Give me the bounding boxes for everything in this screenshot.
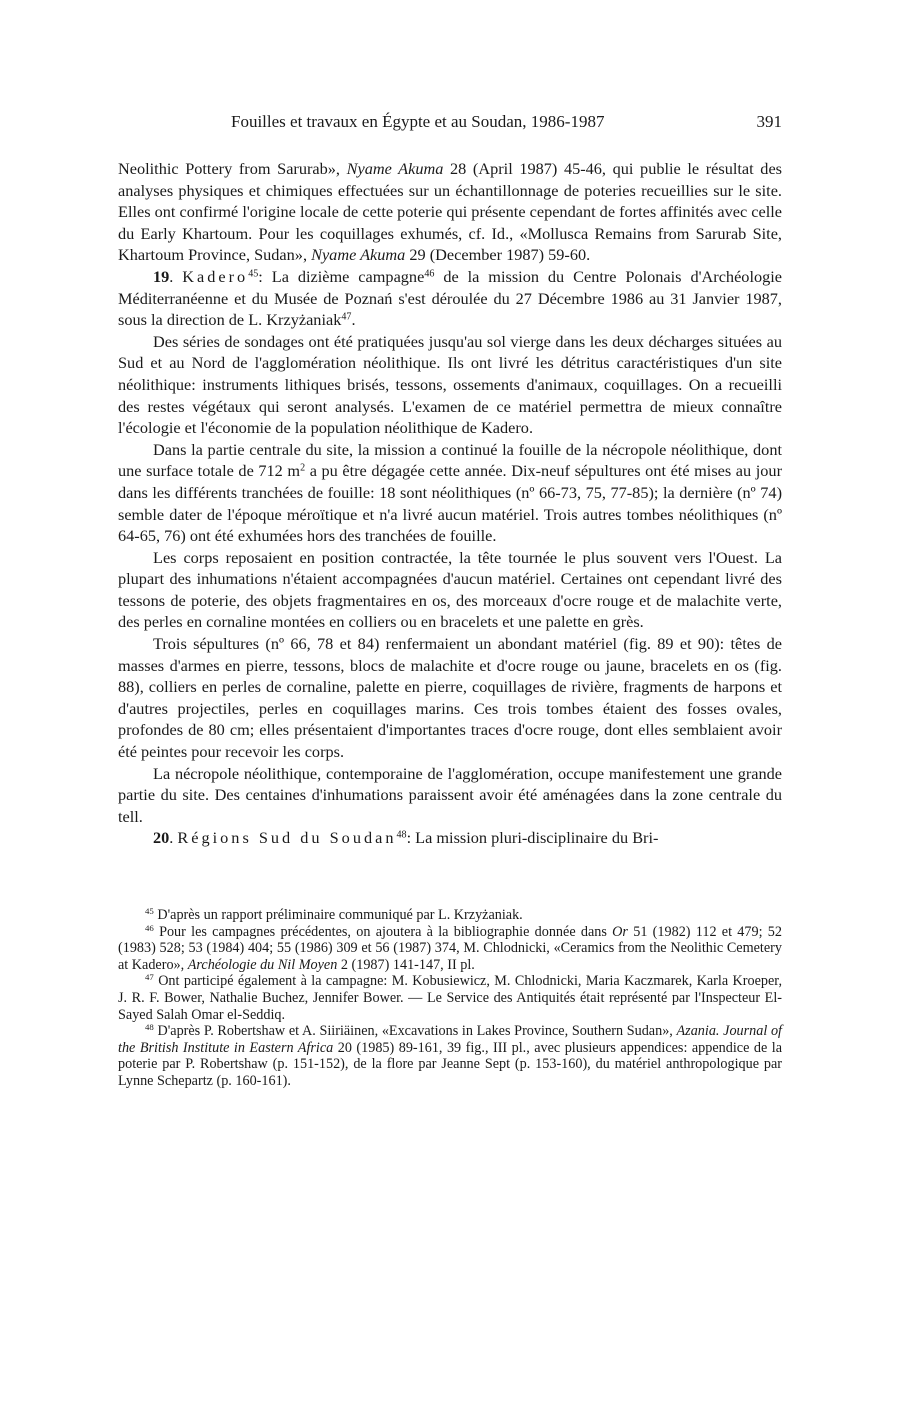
body-text — [118, 158, 782, 849]
footnote-number: 48 — [145, 1022, 154, 1033]
running-header — [118, 112, 782, 138]
footnote-text: D'après un rapport préliminaire communiqué par L. Krzyżaniak. — [153, 907, 523, 923]
footnote-text: 20 (1985) 89-161, 39 fig., III pl., avec plusieurs appendices: appendice de la poterie par P. Robertshaw (p. 151-152), de la flore par Jeanne Sept (p. 153-160), du matériel anthropologique par Lynne Schepartz (p. 160-161). — [118, 1039, 782, 1089]
paragraph: Les corps reposaient en position contractée, la tête tournée le plus souvent vers l'Ouest. La plupart des inhumations n'étaient accompagnées d'aucun matériel. Certaines ont cependant livré des tessons de poterie, des objets fragmentaires en os, des morceaux d'ocre rouge et de malachite verte, des perles en cornaline montées en colliers ou en bracelets et une palette en grès. — [118, 547, 782, 632]
footnote-ref: 45 — [248, 268, 259, 280]
footnote-text: 51 (1982) 112 et 479; 52 (1983) 528; 53 (1984) 404; 55 (1986) 309 et 56 (1987) 374, M. Chlodnicki, «Ceramics from the Neolithic Cemetery at Kadero», — [118, 923, 782, 973]
running-title: Fouilles et travaux en Égypte et au Soudan, 1986-1987 — [231, 112, 605, 131]
footnote-45 — [118, 907, 782, 924]
paragraph-continuation — [118, 158, 782, 266]
text: Dans la partie centrale du site, la mission a continué la fouille de la nécropole néolithique, dont une surface totale de 712 m — [118, 439, 782, 481]
text: : La mission pluri-disciplinaire du Bri- — [406, 828, 659, 848]
footnote-text: Ont participé également à la campagne: M. Kobusiewicz, M. Chlodnicki, Maria Kaczmarek, Karla Kroeper, J. R. F. Bower, Nathalie Buchez, Jennifer Bower. — Le Service des Antiquités était représenté par l'Inspecteur El-Sayed Salah Omar el-Seddiq. — [118, 973, 782, 1023]
footnote-ref: 46 — [424, 268, 435, 280]
superscript: 2 — [300, 462, 306, 474]
footnote-text: Pour les campagnes précédentes, on ajoutera à la bibliographie donnée dans — [153, 923, 613, 940]
footnote-47 — [118, 973, 782, 1023]
section-number: 20 — [153, 828, 170, 848]
text: a pu être dégagée cette année. Dix-neuf sépultures ont été mises au jour dans les différents tranchées de fouille: 18 sont néolithiques (nº 66-73, 75, 77-85); la dernière (nº 74) semble dater de l'époque méroïtique et n'a livré aucun matériel. Trois autres tombes néolithiques (nº 64-65, 76) ont été exhumées hors des tranchées de fouille. — [118, 461, 782, 546]
text: Neolithic Pottery from Sarurab», — [118, 159, 347, 178]
journal-title: Azania. Journal of the British Institute in Eastern Africa — [118, 1023, 782, 1056]
section-number: 19 — [153, 266, 170, 286]
footnote-ref: 47 — [341, 311, 352, 323]
section-heading: Régions Sud du Soudan — [177, 828, 397, 848]
footnote-ref: 48 — [396, 829, 407, 841]
footnote-text: 2 (1987) 141-147, II pl. — [337, 956, 475, 973]
journal-title: Nyame Akuma — [346, 159, 444, 178]
text: . — [351, 310, 356, 330]
text: : La dizième campagne — [258, 266, 425, 286]
text: 29 (December 1987) 59-60. — [405, 245, 591, 265]
text: . — [169, 266, 183, 286]
paragraph: Trois sépultures (nº 66, 78 et 84) renfermaient un abondant matériel (fig. 89 et 90): têtes de masses d'armes en pierre, tessons, blocs de malachite et d'ocre rouge ou jaune, bracelets en os (fig. 88), colliers en perles de cornaline, palette en pierre, coquillages de rivière, fragments de harpons et d'autres projectiles, perles en coquillages marins. Ces trois tombes étaient des fosses ovales, profondes de 80 cm; elles présentaient d'importantes traces d'ocre rouge, dont elles semblaient avoir été peintes pour recevoir les corps. — [118, 634, 782, 762]
footnote-number: 45 — [145, 906, 154, 917]
footnote-number: 47 — [145, 972, 154, 983]
page — [118, 112, 782, 1090]
paragraph — [118, 439, 782, 547]
paragraph: Des séries de sondages ont été pratiquées jusqu'au sol vierge dans les deux décharges situées au Sud et au Nord de l'agglomération néolithique. Ils ont livré les détritus caractéristiques d'un site néolithique: instruments lithiques brisés, tessons, ossements d'animaux, coquillages. On a recueilli des restes végétaux qui seront analysés. L'examen de ce matériel permettra de mieux connaître l'écologie et l'économie de la population néolithique de Kadero. — [118, 331, 782, 438]
text: . — [169, 828, 178, 848]
section-20-paragraph — [118, 827, 782, 849]
footnote-number: 46 — [145, 922, 154, 933]
footnotes — [118, 907, 782, 1090]
footnote-text: D'après P. Robertshaw et A. Siiriäinen, «Excavations in Lakes Province, Southern Sudan», — [153, 1023, 677, 1040]
section-heading: Kadero — [182, 266, 249, 286]
section-19-paragraph — [118, 266, 782, 331]
text: de la mission du Centre Polonais d'Archéologie Méditerranéenne et du Musée de Poznań s'est déroulée du 27 Décembre 1986 au 31 Janvier 1987, sous la direction de L. Krzyżaniak — [118, 266, 782, 330]
paragraph: La nécropole néolithique, contemporaine de l'agglomération, occupe manifestement une grande partie du site. Des centaines d'inhumations paraissent avoir été aménagées dans la zone centrale du tell. — [118, 763, 782, 826]
journal-title: Or — [612, 923, 628, 940]
journal-title: Archéologie du Nil Moyen — [187, 956, 338, 973]
journal-title: Nyame Akuma — [311, 245, 406, 265]
text: 28 (April 1987) 45-46, qui publie le résultat des analyses physiques et chimiques effectuées sur un échantillonnage de poteries recueillies sur le site. Elles ont confirmé l'origine locale de cette poterie qui présente cependant de fortes affinités avec celle du Early Khartoum. Pour les coquillages exhumés, cf. Id., «Mollusca Remains from Sarurab Site, Khartoum Province, Sudan», — [118, 159, 783, 265]
footnote-46 — [118, 924, 782, 974]
footnote-48 — [118, 1023, 782, 1089]
page-number: 391 — [756, 112, 782, 131]
